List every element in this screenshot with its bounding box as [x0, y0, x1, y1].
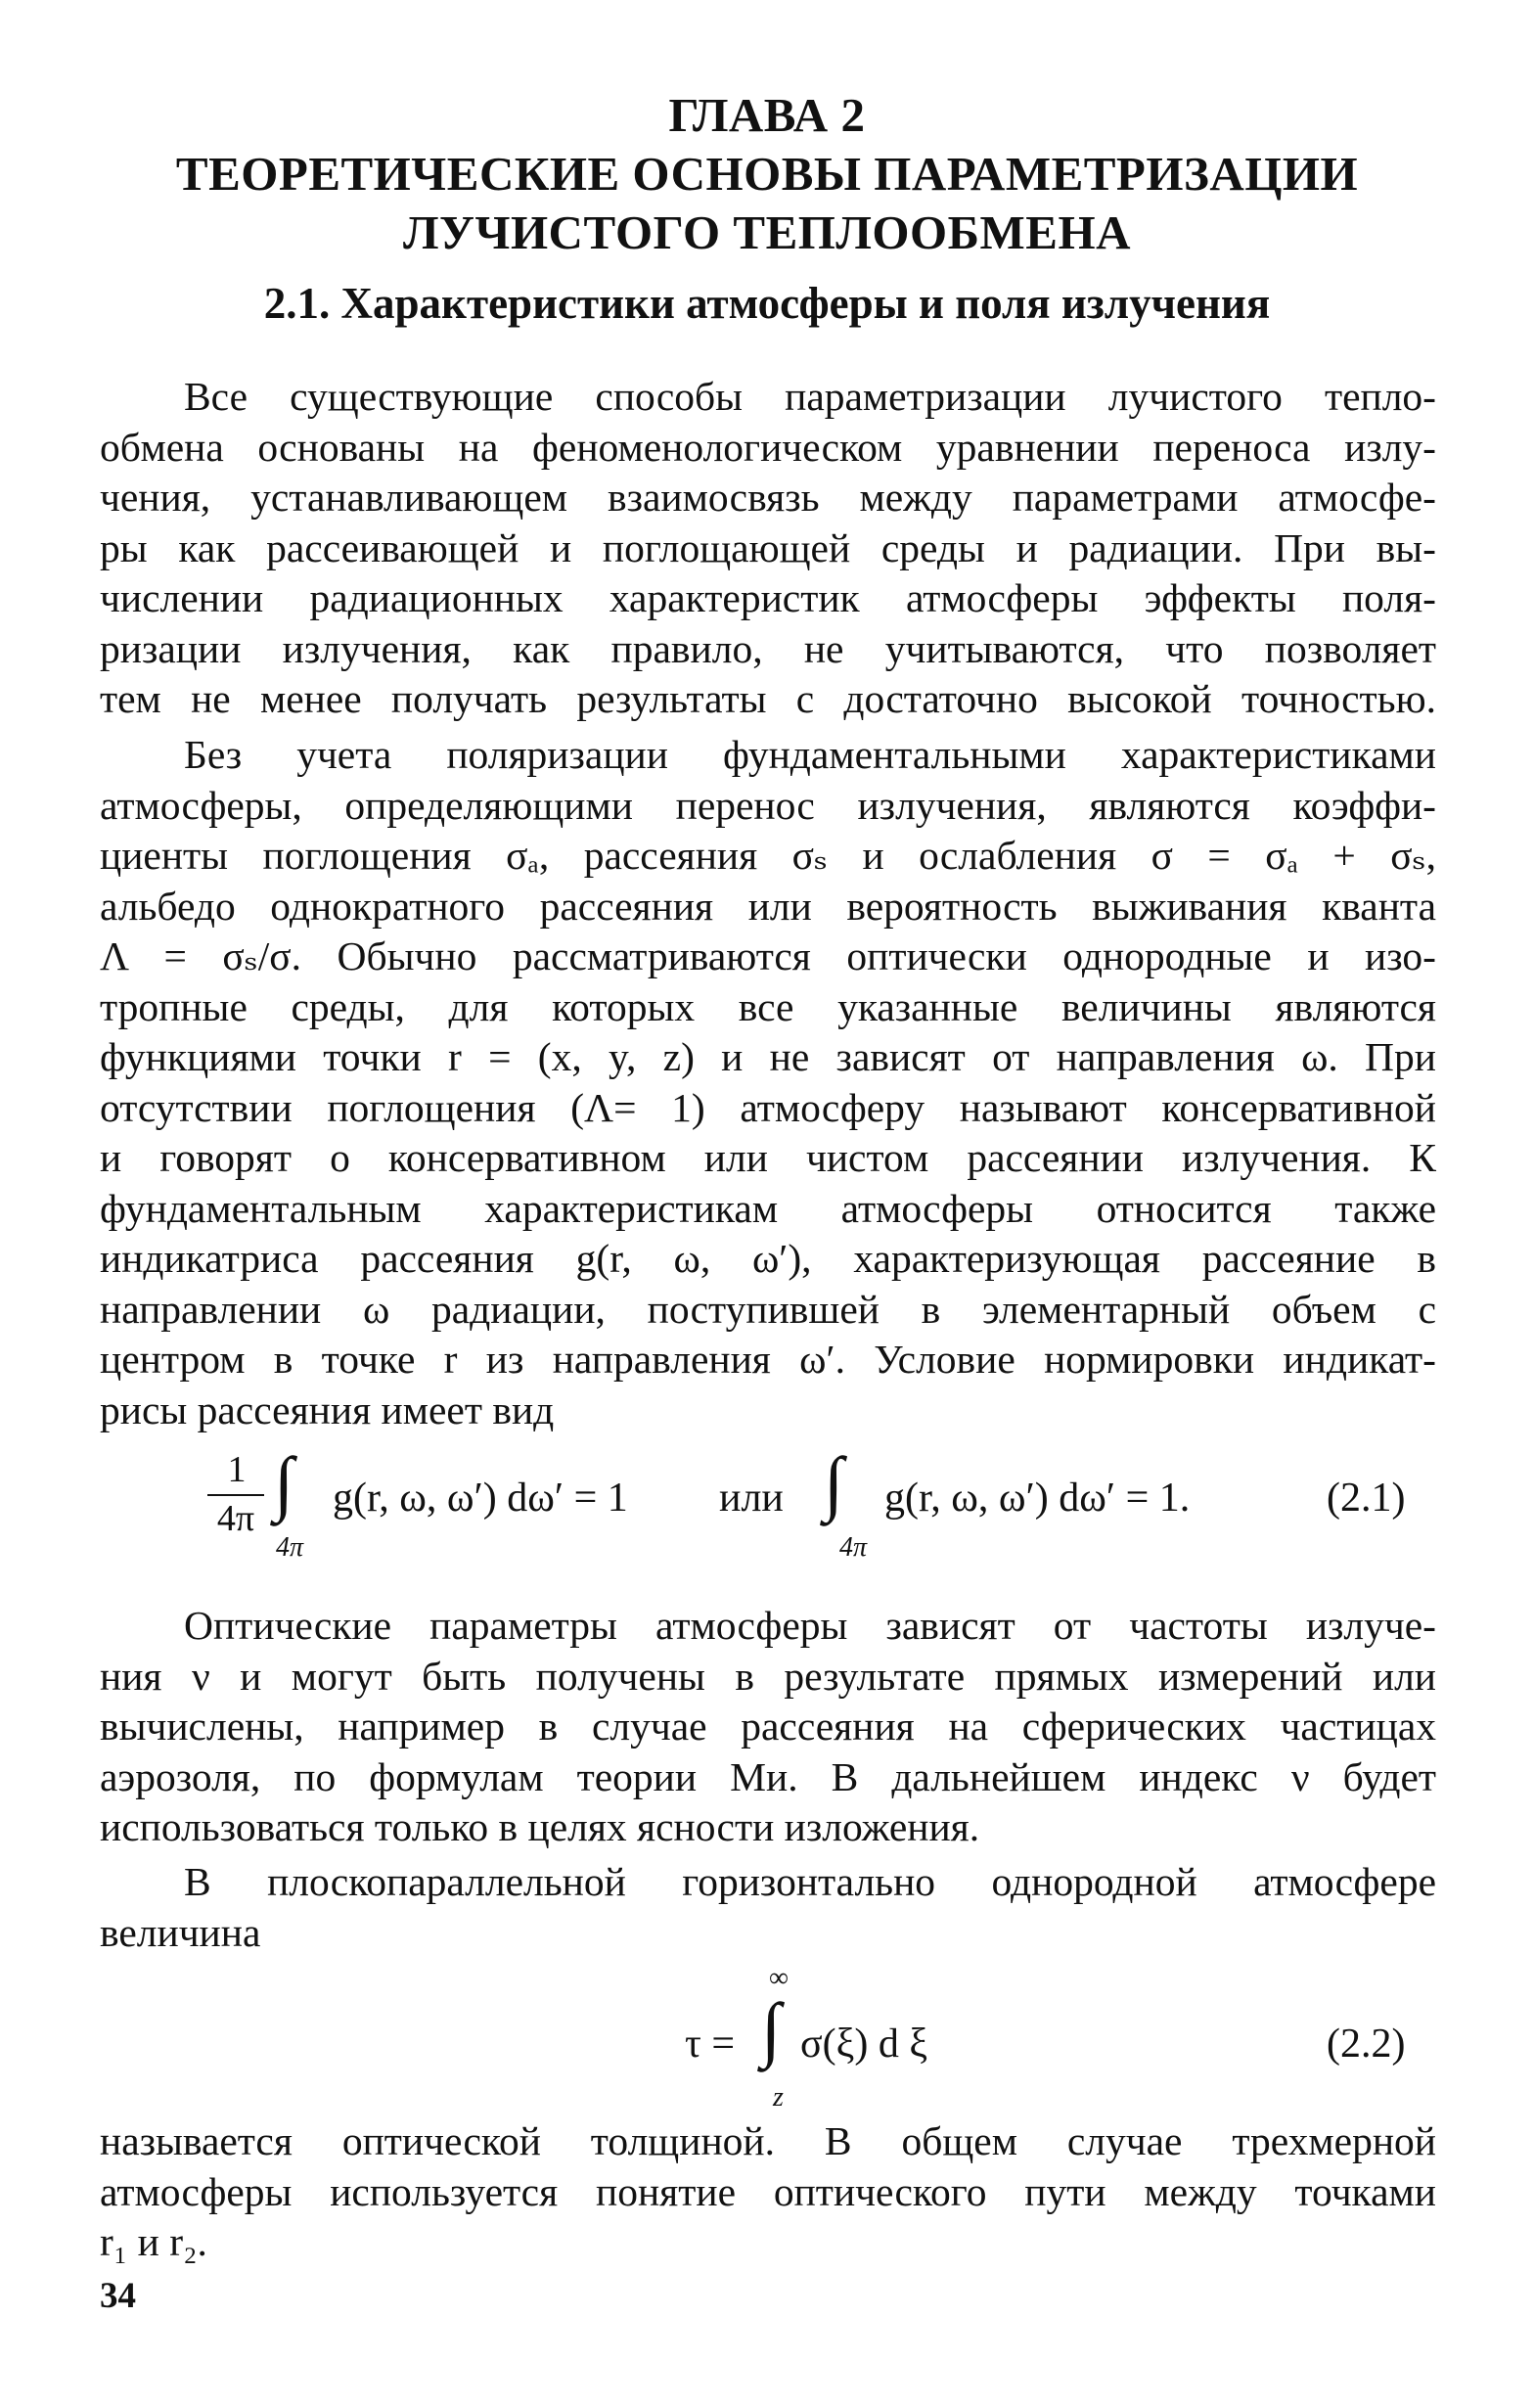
integral-sign-left: ∫ — [274, 1443, 294, 1523]
paragraph-4 — [100, 1857, 1436, 1958]
equation-number-2-2: (2.2) — [1327, 2022, 1406, 2067]
integral-limit-left: 4π — [276, 1532, 304, 1563]
equation-lhs: τ = — [685, 2022, 736, 2067]
text-line: Все существующие способы параметризации лучистого тепло- — [184, 374, 1436, 419]
integral-sign: ∫ — [761, 1989, 782, 2069]
paragraph-1 — [100, 372, 1436, 725]
text-line: альбедо однократного рассеяния или вероятность выживания кванта — [100, 883, 1436, 929]
paragraph-3 — [100, 1601, 1436, 1853]
text-line: Без учета поляризации фундаментальными характеристиками — [184, 732, 1436, 777]
text-line: центром в точке r из направления ω′. Условие нормировки индикат- — [100, 1337, 1436, 1382]
fraction-denominator: 4π — [216, 1498, 255, 1539]
text-line: индикатриса рассеяния g(r, ω, ω′), характеризующая рассеяние в — [100, 1236, 1436, 1281]
text-line: аэрозоля, по формулам теории Ми. В дальнейшем индекс ν будет — [100, 1753, 1436, 1799]
equation-connector: или — [719, 1476, 784, 1521]
page-number: 34 — [100, 2276, 136, 2316]
equation-number-2-1: (2.1) — [1327, 1476, 1406, 1521]
paragraph-2 — [100, 730, 1436, 1435]
fraction-bar — [207, 1494, 264, 1496]
text-line: Λ = σₛ/σ. Обычно рассматриваются оптически однородные и изо- — [100, 933, 1436, 978]
text-line: тропные среды, для которых все указанные величины являются — [100, 983, 1436, 1029]
text-line: ния ν и могут быть получены в результате прямых измерений или — [100, 1653, 1436, 1699]
text-line: и говорят о консервативном или чистом рассеянии излучения. К — [100, 1135, 1436, 1180]
text-line: атмосферы используется понятие оптического пути между точками — [100, 2168, 1436, 2214]
paragraph-5 — [100, 2116, 1436, 2268]
text-line: использоваться только в целях ясности изложения. — [100, 1804, 980, 1849]
equation-left-body: g(r, ω, ω′) dω′ = 1 — [333, 1476, 628, 1521]
text-line: циенты поглощения σₐ, рассеяния σₛ и ослабления σ = σₐ + σₛ, — [100, 833, 1436, 878]
chapter-title-line-1: ТЕОРЕТИЧЕСКИЕ ОСНОВЫ ПАРАМЕТРИЗАЦИИ — [175, 147, 1359, 201]
text-line: направлении ω радиации, поступившей в элементарный объем с — [100, 1286, 1436, 1332]
text-line: фундаментальным характеристикам атмосферы относится также — [100, 1185, 1436, 1231]
section-title: 2.1. Характеристики атмосферы и поля излучения — [263, 279, 1271, 328]
text-line: В плоскопараллельной горизонтально однородной атмосфере — [184, 1859, 1436, 1904]
text-line: вычислены, например в случае рассеяния на сферических частицах — [100, 1704, 1436, 1749]
integral-upper-limit: ∞ — [769, 1963, 789, 1993]
text-line: рисы рассеяния имеет вид — [100, 1386, 555, 1432]
integral-lower-limit: z — [773, 2082, 784, 2113]
text-line: тем не менее получать результаты с достаточно высокой точностью. — [100, 676, 1436, 721]
text-line: числении радиационных характеристик атмосферы эффекты поля- — [100, 575, 1436, 620]
text-line: Оптические параметры атмосферы зависят от частоты излуче- — [184, 1603, 1436, 1648]
text-line: чения, устанавливающем взаимосвязь между параметрами атмосфе- — [100, 475, 1436, 520]
text-line: r₁ и r₂. — [100, 2219, 207, 2264]
text-line: величина — [100, 1909, 261, 1955]
text-line: атмосферы, определяющими перенос излучения, являются коэффи- — [100, 782, 1436, 828]
text-line: называется оптической толщиной. В общем случае трехмерной — [100, 2118, 1436, 2163]
integral-sign-right: ∫ — [824, 1443, 844, 1523]
chapter-heading — [98, 86, 1436, 262]
text-line: функциями точки r = (x, y, z) и не зависят от направления ω. При — [100, 1034, 1436, 1079]
chapter-number: ГЛАВА 2 — [668, 88, 866, 142]
equation-right-body: g(r, ω, ω′) dω′ = 1. — [884, 1476, 1191, 1521]
text-line: обмена основаны на феноменологическом уравнении переноса излу- — [100, 424, 1436, 470]
chapter-title-line-2: ЛУЧИСТОГО ТЕПЛООБМЕНА — [403, 205, 1131, 259]
text-line: ры как рассеивающей и поглощающей среды и радиации. При вы- — [100, 524, 1436, 570]
integral-limit-right: 4π — [839, 1532, 868, 1563]
fraction-numerator: 1 — [227, 1449, 247, 1490]
text-line: отсутствии поглощения (Λ= 1) атмосферу называют консервативной — [100, 1084, 1436, 1130]
text-line: ризации излучения, как правило, не учитываются, что позволяет — [100, 625, 1436, 671]
equation-body: σ(ξ) d ξ — [800, 2022, 928, 2067]
